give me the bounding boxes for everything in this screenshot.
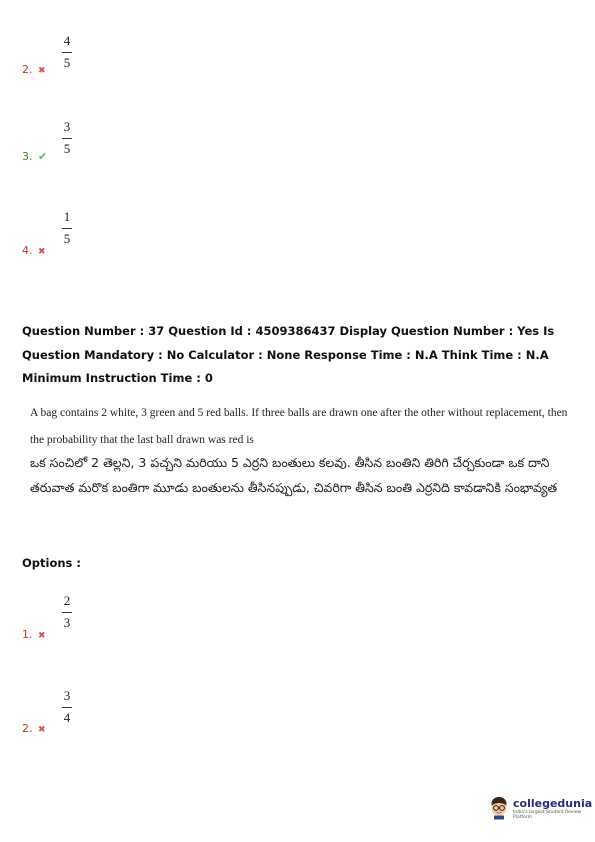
option-number: 2.: [22, 722, 33, 735]
fraction-bar: [62, 52, 72, 53]
cross-icon: ✖: [38, 725, 46, 735]
denominator: 3: [63, 615, 71, 630]
fraction-bar: [62, 612, 72, 613]
cross-icon: ✖: [38, 247, 46, 257]
numerator: 3: [63, 688, 71, 703]
denominator: 4: [63, 710, 71, 725]
options-heading: Options :: [22, 556, 81, 570]
option-number: 1.: [22, 628, 33, 641]
numerator: 1: [63, 209, 71, 224]
denominator: 5: [63, 231, 71, 246]
option-number: 3.: [22, 150, 33, 163]
cross-icon: ✖: [38, 631, 46, 641]
denominator: 5: [63, 141, 71, 156]
student-face-icon: [488, 796, 510, 820]
option-label: [22, 628, 46, 641]
option-number: 4.: [22, 244, 33, 257]
logo-tagline: India's largest Student Review Platform: [513, 809, 582, 820]
collegedunia-logo[interactable]: [488, 796, 595, 820]
fraction-bar: [62, 228, 72, 229]
fraction: [60, 209, 74, 247]
numerator: 4: [63, 33, 71, 48]
fraction: [60, 688, 74, 726]
numerator: 2: [63, 593, 71, 608]
check-icon: ✔: [38, 150, 48, 163]
question-text-telugu: ఒక సంచిలో 2 తెల్లని, 3 పచ్చని మరియు 5 ఎర్రని బంతులు కలవు. తీసిన బంతిని తిరిగి చేర్చకుండా ఒక దాని తరువాత మరొక బంతిగా మూడు బంతులను తీసినప్పుడు, చివరిగా తీసిన బంతి ఎర్రనిది కావడానికి సంభావ్యత: [30, 455, 558, 495]
question-text-english: A bag contains 2 white, 3 green and 5 red balls. If three balls are drawn one after the other without replacement, then the probability that the last ball drawn was red is: [30, 407, 568, 446]
option-label: [22, 150, 47, 163]
option-label: [22, 722, 46, 735]
option-label: [22, 244, 46, 257]
fraction-bar: [62, 707, 72, 708]
fraction-bar: [62, 138, 72, 139]
numerator: 3: [63, 119, 71, 134]
cross-icon: ✖: [38, 66, 46, 76]
logo-name: collegedunia: [513, 796, 593, 810]
question-header: Question Number : 37 Question Id : 4509386437 Display Question Number : Yes Is Question Mandatory : No Calculator : None Response Time : N.A Think Time : N.A Minimum Instruction Time : 0: [22, 324, 555, 385]
fraction: [60, 593, 74, 631]
denominator: 5: [63, 55, 71, 70]
fraction: [60, 33, 74, 71]
option-label: [22, 63, 46, 76]
option-number: 2.: [22, 63, 33, 76]
fraction: [60, 119, 74, 157]
